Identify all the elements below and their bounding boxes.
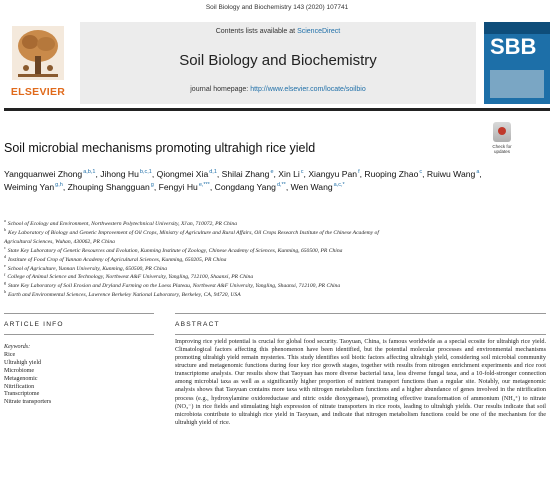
cover-logo: SBB xyxy=(490,34,537,59)
affiliation-text: College of Animal Science and Technology, Northwest A&F University, Yangling, 712100, Shaanxi, PR China xyxy=(7,274,254,281)
author-affiliation-marker[interactable]: c xyxy=(419,169,423,176)
author-name[interactable]: Zhouping Shangguan$^g$ xyxy=(67,182,154,192)
keyword-item[interactable]: Nitrification xyxy=(4,383,35,390)
abstract-heading: ABSTRACT xyxy=(175,321,220,328)
affiliation-letter: a xyxy=(4,218,6,224)
check-for-updates-icon xyxy=(493,122,511,142)
author-affiliation-marker[interactable]: g xyxy=(150,182,154,189)
author-affiliation-marker[interactable]: a,b,1 xyxy=(83,169,96,176)
keywords-label: Keywords: xyxy=(4,344,31,350)
author-affiliation-marker[interactable]: c xyxy=(300,169,304,176)
keyword-item[interactable]: Ultrahigh yield xyxy=(4,359,42,366)
elsevier-logo[interactable] xyxy=(4,22,72,104)
affiliation-item xyxy=(4,282,504,291)
author-list: Yangquanwei Zhong$^{a,b,1}$, Jihong Hu$^{b,c,1}$, Qiongmei Xia$^{d,1}$, Shilai Zhang$^e$, Xin Li$^c$, Xiangyu Pan$^f$, Ruoping Zhao$^c$, Ruiwu Wang$^a$, Weiming Yan$^{g,h}$, Zhouping Shangguan$^g$, Fengyi $Hu^{e,***}$, Congdang Yang$^{d,**}$, Wen Wang$^{a,c,*}$ xyxy=(4,169,482,192)
author-name[interactable]: Yangquanwei Zhong$^{a,b,1}$ xyxy=(4,169,96,179)
author-name[interactable]: Weiming Yan$^{g,h}$ xyxy=(4,182,63,192)
author-affiliation-marker[interactable]: a xyxy=(476,169,480,176)
journal-reference: Soil Biology and Biochemistry 143 (2020) 107741 xyxy=(205,4,349,11)
check-for-updates-badge[interactable] xyxy=(486,122,518,158)
abstract-bottom-rule xyxy=(175,334,546,335)
contents-prefix: Contents lists available at xyxy=(215,28,298,35)
keyword-item[interactable]: Nitrate transporters xyxy=(4,399,52,406)
author-affiliation-marker[interactable]: d,** xyxy=(276,182,286,189)
affiliation-text: Key Laboratory of Biology and Genetic Improvement of Oil Crops, Ministry of Agriculture and Rural Affairs, Oil Crops Research Institute of the Chinese Academy of xyxy=(8,229,379,236)
affiliation-text: State Key Laboratory of Soil Erosion and Dryland Farming on the Loess Plateau, Northwest A&F University, Yangling, Shaanxi, 712100, PR China xyxy=(8,283,341,290)
cover-banner xyxy=(484,22,550,34)
affiliation-list xyxy=(4,220,504,300)
publisher-name: ELSEVIER xyxy=(10,86,66,98)
check-for-updates-label: Check for updates xyxy=(492,144,512,154)
affiliation-text: State Key Laboratory of Genetic Resources and Evolution, Kunming Institute of Zoology, Chinese Academy of Sciences, Kunming, 650500, PR China xyxy=(7,247,343,254)
author-name[interactable]: Ruoping Zhao$^c$ xyxy=(364,169,423,179)
author-name[interactable]: Qiongmei Xia$^{d,1}$ xyxy=(156,169,217,179)
author-affiliation-marker[interactable]: e xyxy=(270,169,274,176)
affiliation-letter: c xyxy=(4,244,6,250)
sciencedirect-link[interactable]: ScienceDirect xyxy=(297,28,341,35)
abstract-body: Improving rice yield potential is crucial for global food security. Taoyuan, China, is famous worldwide as a special ecosite for ultrahigh rice yield. Climatological factors affecting this phenomenon have been identified, but the potential molecular processes and environmental mechanisms promoting ultrahigh yield remain mysteries. This study identifies soil biotic factors affecting ultrahigh yield, considering soil microbial community structure and metagenomic functions during four key rice growth stages, together with results from nitrogen enrichment experiments and rice root transcriptome analysis. Our results show that Taoyuan has more diverse bacterial taxa, less diverse fungal taxa, and a 10-fold-stronger connection among microbial taxa as well as a significantly higher proportion of nutrient transport functions than a regular site. Notably, our metagenomic analysis shows that Taoyuan contains more taxa with nitrogen metabolism functions and a higher abundance of genes involved in the nitrification process (e.g., hydroxylamine oxidoreductase and nitric oxide dioxygenase), promoting effective transformation of ammonium (NH₄⁺) to nitrate (NO₃⁻) in rice fields and stimulating high expression of nitrate transporters in rice roots, leading to ultrahigh yields. Our results indicate that soil microbiota contribute to ultrahigh rice yield in Taoyuan, and indicate that nitrogen metabolism functions could be one of the mechanism for the ultrahigh yield of rice. xyxy=(175,338,546,426)
affiliation-letter: b xyxy=(4,227,6,233)
journal-title[interactable]: Soil Biology and Biochemistry xyxy=(179,52,377,69)
homepage-line xyxy=(80,86,476,93)
author-name[interactable]: Shilai Zhang$^e$ xyxy=(221,169,274,179)
keyword-item[interactable]: Rice xyxy=(4,351,16,358)
journal-info-box xyxy=(80,22,476,104)
affiliation-text: Agricultural Sciences, Wuhan, 430062, PR China xyxy=(4,238,115,245)
journal-cover[interactable] xyxy=(484,22,550,104)
affiliation-item xyxy=(4,244,504,256)
author-name[interactable]: Ruiwu Wang$^a$ xyxy=(426,169,480,179)
affiliation-letter: h xyxy=(4,289,6,295)
affiliation-item xyxy=(4,253,504,265)
keyword-item[interactable]: Metagenomic xyxy=(4,375,38,382)
header-divider xyxy=(4,108,550,111)
article-title: Soil microbial mechanisms promoting ultrahigh rice yield xyxy=(4,141,316,155)
author-affiliation-marker[interactable]: d,1 xyxy=(209,169,217,176)
affiliation-letter: g xyxy=(4,280,6,286)
affiliation-text: School of Ecology and Environment, Northwestern Polytechnical University, Xi'an, 710072, PR China xyxy=(7,221,237,227)
author-name[interactable]: Xiangyu Pan$^f$ xyxy=(308,169,360,179)
article-info-heading: ARTICLE INFO xyxy=(4,321,64,328)
homepage-prefix: journal homepage: xyxy=(190,86,251,93)
affiliation-item xyxy=(4,262,504,274)
author-affiliation-marker[interactable]: e,*** xyxy=(198,182,210,189)
affiliation-text: School of Agriculture, Yunnan University, Kunming, 650500, PR China xyxy=(7,265,167,272)
author-name[interactable]: Fengyi $Hu^{e,***}$ xyxy=(158,182,210,192)
author-affiliation-marker[interactable]: f xyxy=(358,169,360,176)
author-affiliation-marker[interactable]: a,c,* xyxy=(333,182,345,189)
author-name[interactable]: Wen Wang$^{a,c,*}$ xyxy=(290,182,345,192)
elsevier-tree-icon xyxy=(12,26,64,80)
affiliation-item xyxy=(4,273,504,282)
author-affiliation-marker[interactable]: b,c,1 xyxy=(139,169,152,176)
author-name[interactable]: Jihong Hu$^{b,c,1}$ xyxy=(100,169,152,179)
affiliation-letter: f xyxy=(4,271,6,277)
affiliation-item xyxy=(4,291,504,300)
author-name[interactable]: Congdang Yang$^{d,**}$ xyxy=(214,182,286,192)
affiliation-item xyxy=(4,229,504,238)
affiliation-item xyxy=(4,238,504,247)
affiliation-item xyxy=(4,220,504,229)
article-info-bottom-rule xyxy=(4,334,154,335)
author-affiliation-marker[interactable]: g,h xyxy=(55,182,63,189)
author-name[interactable]: Xin Li$^c$ xyxy=(278,169,304,179)
keyword-item[interactable]: Transcriptome xyxy=(4,391,40,398)
article-info-top-rule xyxy=(4,313,154,314)
abstract-top-rule xyxy=(175,313,546,314)
homepage-link[interactable]: http://www.elsevier.com/locate/soilbio xyxy=(250,86,366,93)
affiliation-letter: d xyxy=(4,253,6,259)
keywords-block xyxy=(4,344,124,407)
contents-line xyxy=(80,28,476,35)
affiliation-text: Institute of Food Crop of Yunnan Academy of Agricultural Sciences, Kunming, 650205, PR China xyxy=(8,256,227,263)
affiliation-text: Earth and Environmental Sciences, Lawrence Berkeley National Laboratory, Berkeley, CA, 94720, USA xyxy=(8,292,241,299)
keyword-item[interactable]: Microbiome xyxy=(4,367,35,374)
journal-header xyxy=(4,22,550,104)
affiliation-letter: e xyxy=(4,262,6,268)
cover-image xyxy=(490,70,544,98)
